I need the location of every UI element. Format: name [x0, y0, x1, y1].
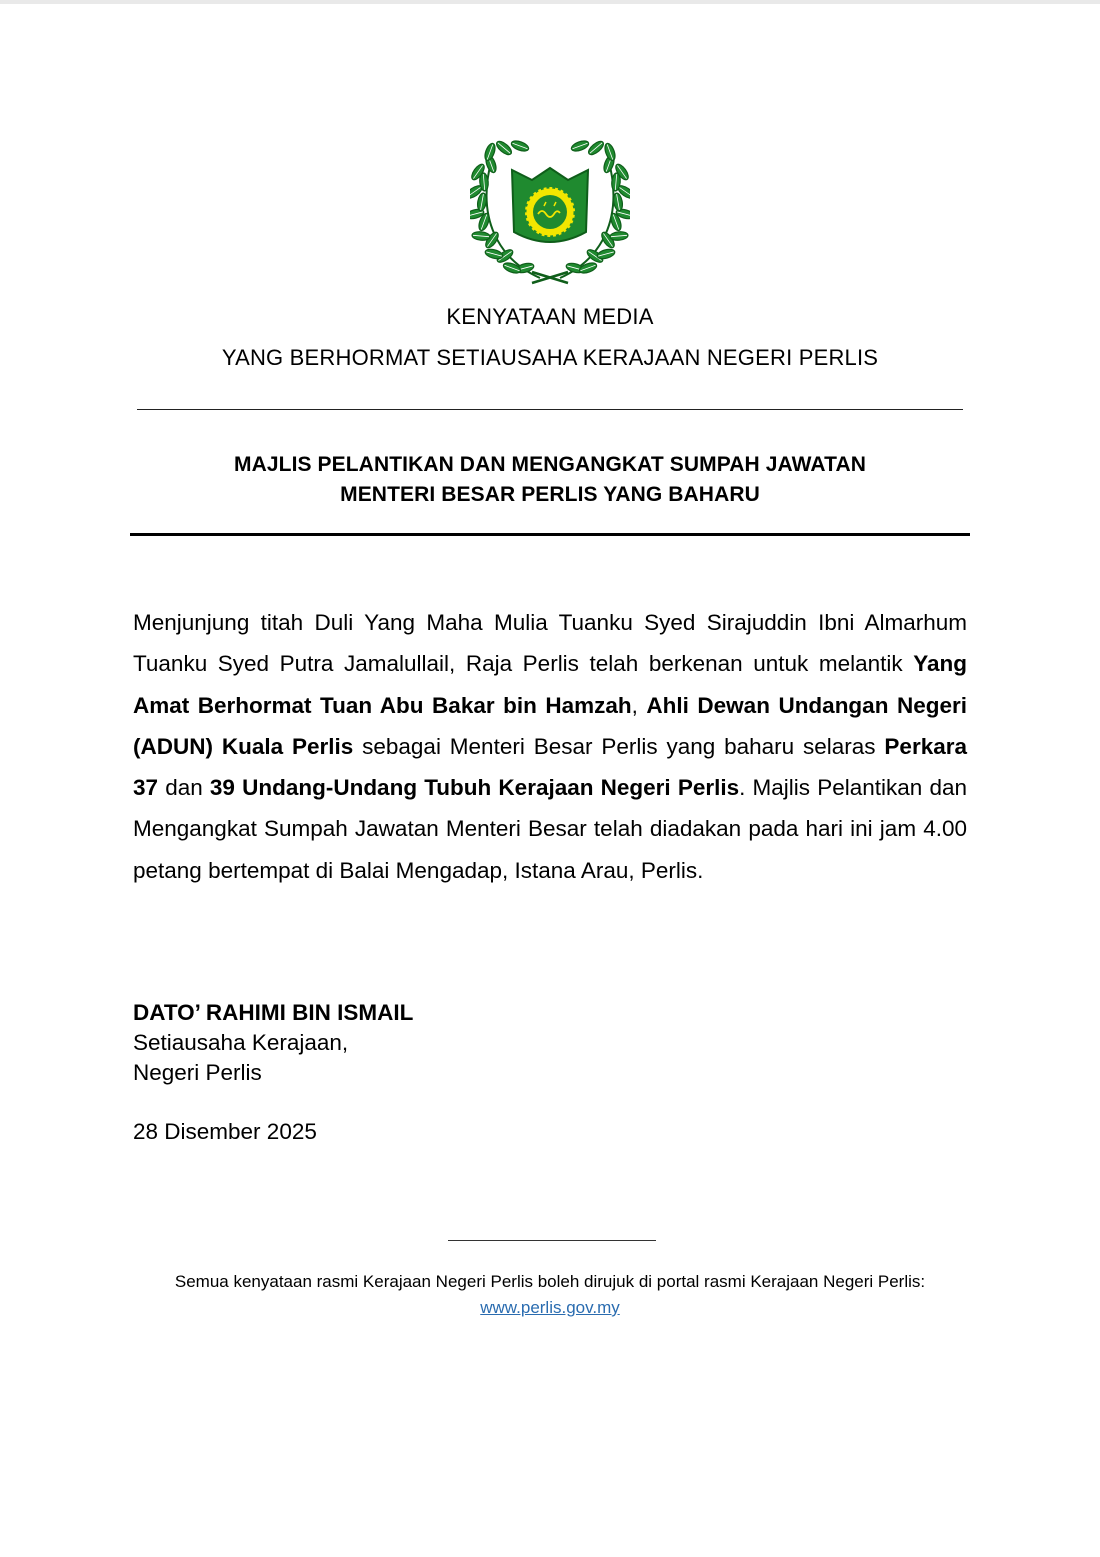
body-bold-appointee: Yang Amat Berhormat Tuan Abu Bakar bin Hamzah	[133, 651, 967, 718]
body-text-segment: dan	[158, 775, 210, 801]
body-bold-article: Perkara 37	[133, 733, 967, 801]
statement-type: KENYATAAN MEDIA	[446, 304, 654, 329]
page-top-edge	[0, 0, 1100, 4]
body-text-segment: . Majlis Pelantikan dan Mengangkat Sumpah Jawatan Menteri Besar telah diadakan pada hari ini jam 4.00 petang bertempat di Balai Mengadap, Istana Arau, Perlis.	[133, 775, 967, 883]
statement-body	[133, 602, 967, 891]
issuer-title: YANG BERHORMAT SETIAUSAHA KERAJAAN NEGERI PERLIS	[221, 345, 879, 370]
body-text-segment: ,	[631, 692, 647, 718]
title-divider	[130, 533, 970, 536]
document-title-line-2: MENTERI BESAR PERLIS YANG BAHARU	[340, 483, 760, 506]
footer-link-container	[0, 1298, 1100, 1318]
footer-divider	[448, 1240, 656, 1241]
body-text-segment: sebagai Menteri Besar Perlis yang baharu selaras	[353, 733, 885, 759]
footer-note: Semua kenyataan rasmi Kerajaan Negeri Perlis boleh dirujuk di portal rasmi Kerajaan Negeri Perlis:	[174, 1272, 926, 1291]
signatory-state: Negeri Perlis	[133, 1060, 262, 1085]
body-text-segment: Menjunjung titah Duli Yang Maha Mulia Tuanku Syed Sirajuddin Ibni Almarhum Tuanku Syed Putra Jamalullail, Raja Perlis telah berkenan untuk melantik	[133, 610, 967, 677]
body-bold-constitution: 39 Undang-Undang Tubuh Kerajaan Negeri Perlis	[209, 775, 740, 801]
signatory-position: Setiausaha Kerajaan,	[133, 1030, 349, 1055]
body-bold-constituency: Ahli Dewan Undangan Negeri (ADUN) Kuala Perlis	[133, 692, 967, 759]
header-divider	[137, 409, 963, 410]
signatory-name: DATO’ RAHIMI BIN ISMAIL	[133, 1000, 414, 1025]
document-title-line-1: MAJLIS PELANTIKAN DAN MENGANGKAT SUMPAH JAWATAN	[234, 453, 866, 476]
perlis-state-emblem-icon	[470, 140, 630, 285]
portal-link[interactable]: www.perlis.gov.my	[480, 1298, 620, 1317]
statement-date: 28 Disember 2025	[133, 1119, 317, 1144]
